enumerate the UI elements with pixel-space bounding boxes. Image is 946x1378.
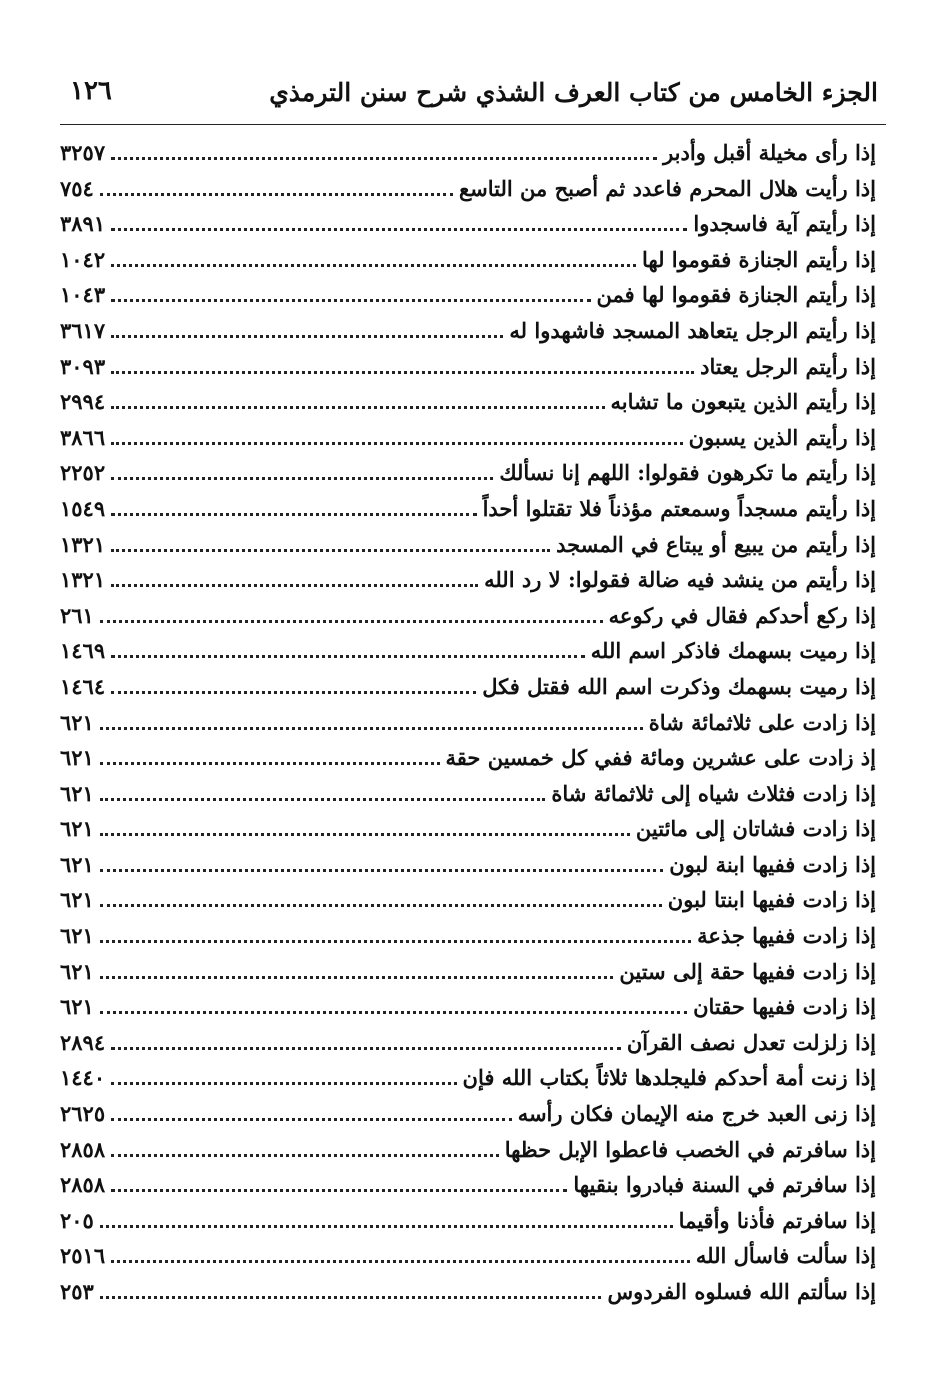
entry-text: إذا زادت ففيها حقة إلى ستين bbox=[619, 958, 876, 984]
entry-text: إذا رأيت هلال المحرم فاعدد ثم أصبح من التاسع bbox=[458, 175, 876, 201]
entry-number: ٢٨٥٨ bbox=[60, 1172, 106, 1198]
index-entry bbox=[60, 1030, 876, 1066]
dot-leader bbox=[111, 1078, 456, 1085]
index-entry bbox=[60, 425, 876, 461]
dot-leader bbox=[100, 1221, 673, 1228]
entry-text: إذا سافرتم في الخصب فاعطوا الإبل حظها bbox=[504, 1136, 876, 1162]
entry-number: ٦٢١ bbox=[60, 780, 94, 806]
index-entry bbox=[60, 852, 876, 888]
index-entry bbox=[60, 1065, 876, 1101]
entry-text: إذا ركع أحدكم فقال في ركوعه bbox=[608, 602, 876, 628]
entry-text: إذا زلزلت تعدل نصف القرآن bbox=[626, 1029, 876, 1055]
index-entry bbox=[60, 532, 876, 568]
entry-number: ١٠٤٢ bbox=[60, 246, 106, 272]
dot-leader bbox=[111, 1185, 567, 1192]
dot-leader bbox=[111, 153, 657, 160]
page-number: ١٢٦ bbox=[70, 76, 112, 106]
dot-leader bbox=[111, 224, 687, 231]
entry-text: إذا رميت بسهمك وذكرت اسم الله فقتل فكل bbox=[482, 673, 876, 699]
entry-text: إذا زادت ففيها حقتان bbox=[693, 994, 876, 1020]
dot-leader bbox=[111, 402, 604, 409]
entry-text: إذا زادت فثلاث شياه إلى ثلاثمائة شاة bbox=[551, 780, 876, 806]
dot-leader bbox=[100, 936, 691, 943]
index-entry bbox=[60, 282, 876, 318]
index-entry bbox=[60, 247, 876, 283]
entry-number: ١٠٤٣ bbox=[60, 282, 106, 308]
entry-number: ٣٨٩١ bbox=[60, 211, 106, 237]
entry-number: ٢٠٥ bbox=[60, 1207, 94, 1233]
entry-number: ٦٢١ bbox=[60, 958, 94, 984]
index-entry bbox=[60, 710, 876, 746]
index-entry bbox=[60, 674, 876, 710]
index-entry bbox=[60, 959, 876, 995]
entry-text: إذا سألتم الله فسلوه الفردوس bbox=[607, 1279, 876, 1304]
entry-text: إذا زنى العبد خرج منه الإيمان فكان رأسه bbox=[517, 1101, 876, 1127]
dot-leader bbox=[111, 1150, 499, 1157]
dot-leader bbox=[111, 473, 493, 480]
index-entry bbox=[60, 1279, 876, 1315]
entry-number: ٧٥٤ bbox=[60, 175, 94, 201]
entry-text: إذا رأيتم من ينشد فيه ضالة فقولوا: لا رد الله bbox=[484, 567, 876, 593]
index-entry bbox=[60, 354, 876, 390]
dot-leader bbox=[111, 367, 694, 374]
dot-leader bbox=[111, 331, 503, 338]
entry-text: إذ زادت على عشرين ومائة ففي كل خمسين حقة bbox=[445, 745, 876, 771]
entry-number: ٦٢١ bbox=[60, 887, 94, 913]
dot-leader bbox=[100, 794, 546, 801]
book-title: الجزء الخامس من كتاب العرف الشذي شرح سنن الترمذي bbox=[269, 78, 878, 107]
dot-leader bbox=[100, 865, 663, 872]
entry-text: إذا زادت ففيها ابنة لبون bbox=[669, 851, 876, 877]
index-entry bbox=[60, 1101, 876, 1137]
entry-text: إذا سافرتم فأذنا وأقيما bbox=[678, 1207, 876, 1233]
page-header bbox=[70, 74, 878, 118]
index-entry bbox=[60, 887, 876, 923]
index-entry bbox=[60, 211, 876, 247]
index-entry bbox=[60, 1243, 876, 1279]
index-entry bbox=[60, 1208, 876, 1244]
dot-leader bbox=[100, 1292, 602, 1299]
dot-leader bbox=[100, 900, 662, 907]
index-entry bbox=[60, 816, 876, 852]
dot-leader bbox=[100, 1007, 687, 1014]
entry-number: ٣٦١٧ bbox=[60, 317, 106, 343]
dot-leader bbox=[111, 1256, 690, 1263]
entry-text: إذا رأيتم الذين يتبعون ما تشابه bbox=[610, 389, 876, 415]
index-entry bbox=[60, 1137, 876, 1173]
index-entries-list bbox=[60, 140, 876, 1315]
entry-number: ١٤٦٤ bbox=[60, 673, 106, 699]
index-entry bbox=[60, 994, 876, 1030]
index-entry bbox=[60, 781, 876, 817]
entry-number: ٢٦٢٥ bbox=[60, 1101, 106, 1127]
header-divider bbox=[60, 124, 886, 125]
entry-text: إذا زادت ففيها ابنتا لبون bbox=[667, 887, 876, 913]
entry-number: ٢٥٣ bbox=[60, 1279, 94, 1304]
entry-number: ١٤٤٠ bbox=[60, 1065, 106, 1091]
index-entry bbox=[60, 140, 876, 176]
entry-text: إذا رميت بسهمك فاذكر اسم الله bbox=[590, 638, 876, 664]
entry-text: إذا زنت أمة أحدكم فليجلدها ثلاثاً بكتاب الله فإن bbox=[462, 1065, 876, 1091]
index-entry bbox=[60, 176, 876, 212]
entry-number: ٢٩٩٤ bbox=[60, 389, 106, 415]
index-entry bbox=[60, 496, 876, 532]
dot-leader bbox=[111, 687, 476, 694]
entry-number: ٣٢٥٧ bbox=[60, 140, 106, 165]
index-entry bbox=[60, 745, 876, 781]
dot-leader bbox=[111, 295, 590, 302]
index-entry bbox=[60, 923, 876, 959]
entry-number: ٣٨٦٦ bbox=[60, 424, 106, 450]
entry-text: إذا رأيتم ما تكرهون فقولوا: اللهم إنا نسألك bbox=[499, 460, 876, 486]
entry-number: ٢٢٥٢ bbox=[60, 460, 106, 486]
entry-text: إذا رأيتم الجنازة فقوموا لها فمن bbox=[596, 282, 876, 308]
entry-text: إذا زادت فشاتان إلى مائتين bbox=[635, 816, 876, 842]
entry-number: ٢٦١ bbox=[60, 602, 94, 628]
dot-leader bbox=[111, 1114, 512, 1121]
dot-leader bbox=[100, 972, 614, 979]
dot-leader bbox=[100, 723, 643, 730]
dot-leader bbox=[111, 438, 683, 445]
dot-leader bbox=[111, 260, 636, 267]
entry-text: إذا سألت فاسأل الله bbox=[695, 1243, 876, 1269]
entry-number: ٦٢١ bbox=[60, 923, 94, 949]
entry-number: ٢٨٩٤ bbox=[60, 1029, 106, 1055]
entry-text: إذا رأيتم الجنازة فقوموا لها bbox=[642, 246, 876, 272]
entry-number: ١٥٤٩ bbox=[60, 495, 106, 521]
entry-number: ٦٢١ bbox=[60, 816, 94, 842]
index-entry bbox=[60, 1172, 876, 1208]
entry-text: إذا زادت على ثلاثمائة شاة bbox=[648, 709, 876, 735]
entry-number: ١٣٢١ bbox=[60, 531, 106, 557]
entry-text: إذا رأيتم الرجل يتعاهد المسجد فاشهدوا له bbox=[509, 317, 876, 343]
entry-number: ٢٨٥٨ bbox=[60, 1136, 106, 1162]
dot-leader bbox=[111, 1043, 621, 1050]
entry-number: ٦٢١ bbox=[60, 994, 94, 1020]
index-entry bbox=[60, 389, 876, 425]
entry-text: إذا رأيتم آية فاسجدوا bbox=[693, 211, 876, 237]
entry-number: ٣٠٩٣ bbox=[60, 353, 106, 379]
dot-leader bbox=[111, 509, 476, 516]
dot-leader bbox=[111, 580, 478, 587]
index-entry bbox=[60, 318, 876, 354]
entry-number: ١٤٦٩ bbox=[60, 638, 106, 664]
entry-text: إذا رأى مخيلة أقبل وأدبر bbox=[663, 140, 876, 165]
entry-number: ٦٢١ bbox=[60, 709, 94, 735]
entry-text: إذا رأيتم الذين يسبون bbox=[688, 424, 876, 450]
index-entry bbox=[60, 460, 876, 496]
index-entry bbox=[60, 603, 876, 639]
index-entry bbox=[60, 638, 876, 674]
dot-leader bbox=[100, 189, 453, 196]
entry-text: إذا رأيتم الرجل يعتاد bbox=[700, 353, 876, 379]
entry-number: ٢٥١٦ bbox=[60, 1243, 106, 1269]
entry-text: إذا سافرتم في السنة فبادروا بنقيها bbox=[573, 1172, 876, 1198]
dot-leader bbox=[100, 758, 440, 765]
entry-number: ٦٢١ bbox=[60, 851, 94, 877]
entry-text: إذا رأيتم مسجداً وسمعتم مؤذناً فلا تقتلوا أحداً bbox=[482, 495, 876, 521]
index-entry bbox=[60, 567, 876, 603]
entry-number: ٦٢١ bbox=[60, 745, 94, 771]
dot-leader bbox=[100, 616, 603, 623]
entry-text: إذا زادت ففيها جذعة bbox=[697, 923, 876, 949]
dot-leader bbox=[111, 545, 550, 552]
dot-leader bbox=[111, 651, 585, 658]
entry-number: ١٣٢١ bbox=[60, 567, 106, 593]
dot-leader bbox=[100, 829, 630, 836]
entry-text: إذا رأيتم من يبيع أو يبتاع في المسجد bbox=[556, 531, 876, 557]
